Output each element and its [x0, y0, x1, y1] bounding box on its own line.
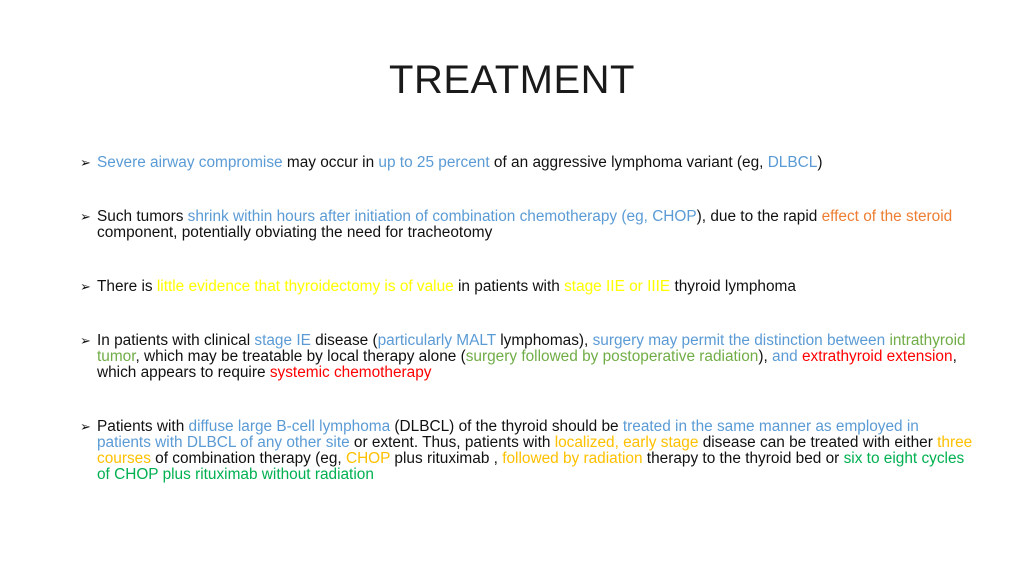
bullet-text: may occur in [282, 154, 379, 171]
arrow-bullet-icon: ➢ [80, 419, 91, 434]
bullet-text: Patients with [97, 418, 189, 435]
bullet-text: , which appears to require [97, 348, 957, 381]
bullet-text: ), [758, 348, 773, 365]
highlighted-text: little evidence that thyroidectomy is of value [156, 278, 454, 295]
bullet-text: or extent. Thus, patients with [349, 434, 555, 451]
highlighted-text: extrathyroid extension [801, 348, 953, 365]
arrow-bullet-icon: ➢ [80, 155, 91, 170]
highlighted-text: CHOP [345, 450, 391, 467]
bullet-text: disease can be treated with either [698, 434, 938, 451]
bullet-text: There is [97, 278, 157, 295]
bullet-text: (DLBCL) of the thyroid should be [390, 418, 623, 435]
highlighted-text: three courses [97, 434, 973, 467]
highlighted-text: stage IE [254, 332, 311, 349]
highlighted-text: DLBCL [767, 154, 818, 171]
arrow-bullet-icon: ➢ [80, 333, 91, 348]
bullet-item [80, 419, 977, 483]
bullet-text: thyroid lymphoma [670, 278, 796, 295]
bullet-item [80, 333, 977, 381]
bullet-text: therapy to the thyroid bed or [642, 450, 844, 467]
bullet-item [80, 155, 977, 171]
bullet-text: , which may be treatable by local therapy alone ( [135, 348, 466, 365]
highlighted-text: surgery may permit the distinction between [592, 332, 886, 349]
bullet-text: disease ( [310, 332, 378, 349]
bullet-text: Such tumors [97, 208, 188, 225]
bullet-text: ) [817, 154, 823, 171]
bullet-text: ), due to the rapid [696, 208, 822, 225]
highlighted-text: six to eight cycles of CHOP plus rituximab without radiation [97, 450, 965, 483]
highlighted-text: particularly MALT [377, 332, 496, 349]
highlighted-text: surgery followed by postoperative radiation [465, 348, 759, 365]
highlighted-text: intrathyroid tumor [97, 332, 966, 365]
bullet-text: of an aggressive lymphoma variant (eg, [489, 154, 768, 171]
highlighted-text: and [772, 348, 798, 365]
highlighted-text: stage IIE or IIIE [564, 278, 671, 295]
arrow-bullet-icon: ➢ [80, 279, 91, 294]
highlighted-text: localized, early stage [554, 434, 699, 451]
highlighted-text: effect of the steroid [821, 208, 953, 225]
bullet-item [80, 279, 977, 295]
highlighted-text: systemic chemotherapy [269, 364, 432, 381]
bullet-text: in patients with [453, 278, 565, 295]
bullet-item [80, 209, 977, 241]
highlighted-text: followed by radiation [502, 450, 643, 467]
highlighted-text: diffuse large B-cell lymphoma [188, 418, 391, 435]
slide-title: TREATMENT [389, 58, 635, 102]
bullet-text: component, potentially obviating the need for tracheotomy [97, 224, 493, 241]
arrow-bullet-icon: ➢ [80, 209, 91, 224]
bullet-text: plus rituximab , [390, 450, 503, 467]
bullet-text: lymphomas), [495, 332, 593, 349]
bullet-text: of combination therapy (eg, [150, 450, 346, 467]
highlighted-text: Severe airway compromise [97, 154, 283, 171]
highlighted-text: treated in the same manner as employed in patients with DLBCL of any other site [97, 418, 919, 451]
highlighted-text: up to 25 percent [378, 154, 490, 171]
bullet-text: In patients with clinical [97, 332, 255, 349]
highlighted-text: shrink within hours after initiation of combination chemotherapy (eg, CHOP [187, 208, 697, 225]
